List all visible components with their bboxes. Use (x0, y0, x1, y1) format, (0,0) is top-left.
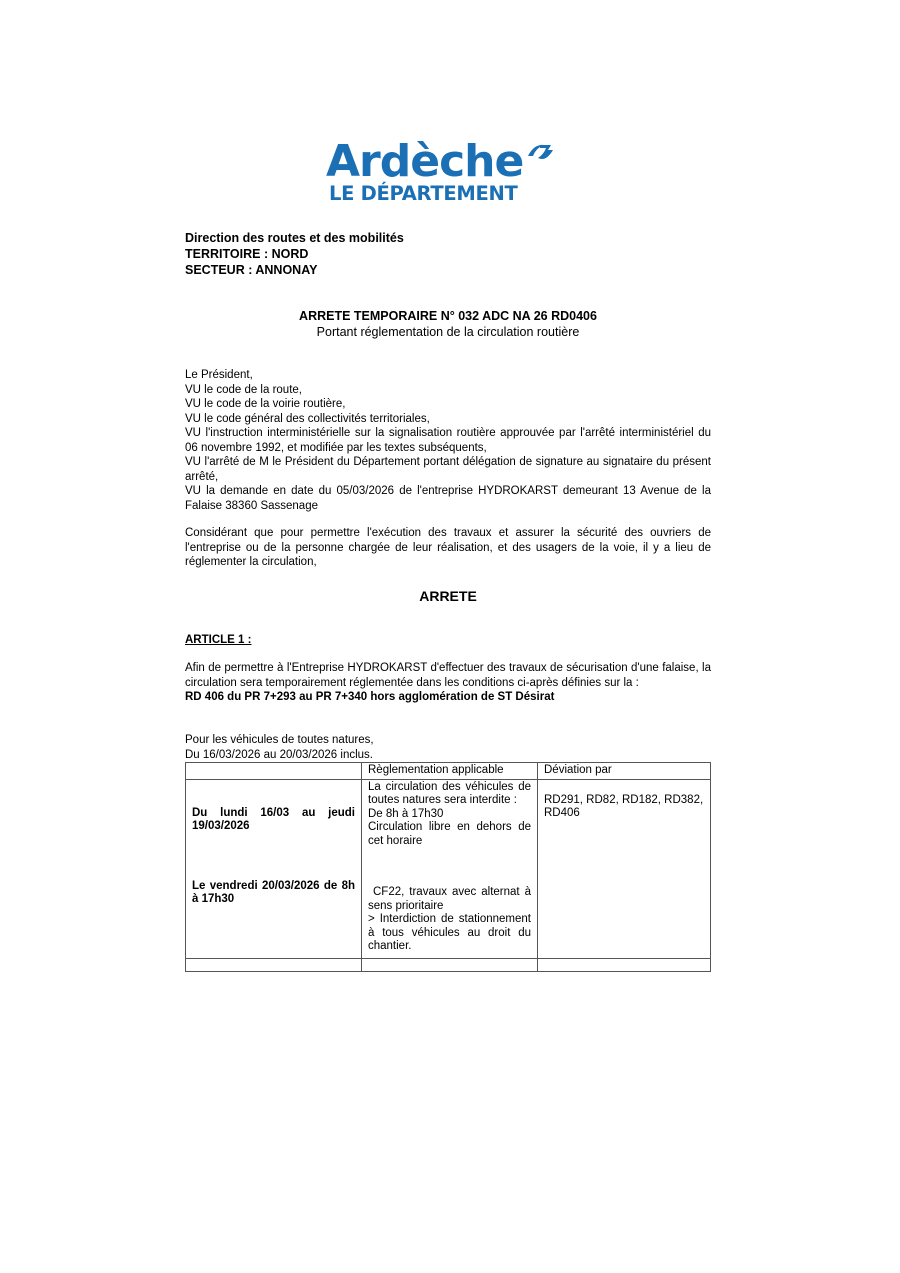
regulation-2b: > Interdiction de stationnement à tous véhicules au droit du chantier. (368, 913, 531, 952)
table-cell-empty (362, 958, 538, 971)
regulation-1b: De 8h à 17h30 (368, 807, 444, 820)
table-header-cell (186, 763, 362, 780)
document-title (185, 308, 711, 340)
preamble (185, 368, 711, 513)
table-cell-empty (186, 958, 362, 971)
table-row (186, 779, 711, 958)
article-1-title: ARTICLE 1 : (185, 634, 252, 646)
territoire-label: TERRITOIRE : NORD (185, 247, 309, 261)
table-cell-regulation (362, 779, 538, 958)
vehicles-line-1: Pour les véhicules de toutes natures, (185, 734, 374, 746)
arrete-subtitle: Portant réglementation de la circulation routière (316, 325, 580, 339)
logo-subtitle: LE DÉPARTEMENT (329, 182, 518, 205)
logo-07-mark-icon (526, 142, 556, 164)
table-header-row (186, 763, 711, 780)
article-1-body (185, 661, 711, 705)
article-1-location: RD 406 du PR 7+293 au PR 7+340 hors agglomération de ST Désirat (185, 691, 555, 703)
regulation-2a: CF22, travaux avec alternat à sens prioritaire (368, 886, 535, 912)
preamble-line: VU la demande en date du 05/03/2026 de l'entreprise HYDROKARST demeurant 13 Avenue de la Falaise 38360 Sassenage (185, 485, 711, 512)
vehicles-scope (185, 733, 711, 762)
period-2: Le vendredi 20/03/2026 de 8h à 17h30 (192, 879, 355, 905)
vehicles-line-2: Du 16/03/2026 au 20/03/2026 inclus. (185, 748, 373, 761)
article-1-text: Afin de permettre à l'Entreprise HYDROKARST d'effectuer des travaux de sécurisation d'une falaise, la circulation sera temporairement réglementée dans les conditions ci-après définies sur la : (185, 662, 711, 689)
table-cell-period (186, 779, 362, 958)
table-cell-deviation (538, 779, 711, 958)
preamble-line: VU l'arrêté de M le Président du Département portant délégation de signature au signataire du présent arrêté, (185, 456, 711, 483)
regulation-table (185, 762, 711, 972)
regulation-1c: Circulation libre en dehors de cet horaire (368, 821, 531, 847)
arrete-number: ARRETE TEMPORAIRE N° 032 ADC NA 26 RD0406 (299, 309, 597, 323)
table-header-cell: Déviation par (538, 763, 711, 780)
preamble-line: VU le code général des collectivités territoriales, (185, 412, 430, 425)
issuer-header (185, 230, 711, 278)
deviation-1: RD291, RD82, RD182, RD382, RD406 (544, 793, 704, 819)
preamble-line: Le Président, (185, 369, 253, 381)
table-row (186, 958, 711, 971)
direction-label: Direction des routes et des mobilités (185, 231, 404, 245)
secteur-label: SECTEUR : ANNONAY (185, 263, 318, 277)
period-1: Du lundi 16/03 au jeudi 19/03/2026 (192, 806, 355, 832)
considerant-paragraph: Considérant que pour permettre l'exécution des travaux et assurer la sécurité des ouvriers de l'entreprise ou de la personne chargée de leur réalisation, et des usagers de la voie, il y a lieu de réglementer la circulation, (185, 527, 711, 568)
logo-name: Ardèche (326, 136, 524, 187)
arrete-heading: ARRETE (419, 588, 477, 604)
preamble-line: VU l'instruction interministérielle sur la signalisation routière approuvée par l'arrêté interministériel du 06 novembre 1992, et modifiée par les textes subséquents, (185, 427, 711, 454)
table-cell-empty (538, 958, 711, 971)
table-header-cell: Règlementation applicable (362, 763, 538, 780)
regulation-1a: La circulation des véhicules de toutes natures sera interdite : (368, 780, 531, 806)
department-logo (326, 138, 566, 208)
preamble-line: VU le code de la route, (185, 383, 302, 396)
preamble-line: VU le code de la voirie routière, (185, 398, 346, 410)
